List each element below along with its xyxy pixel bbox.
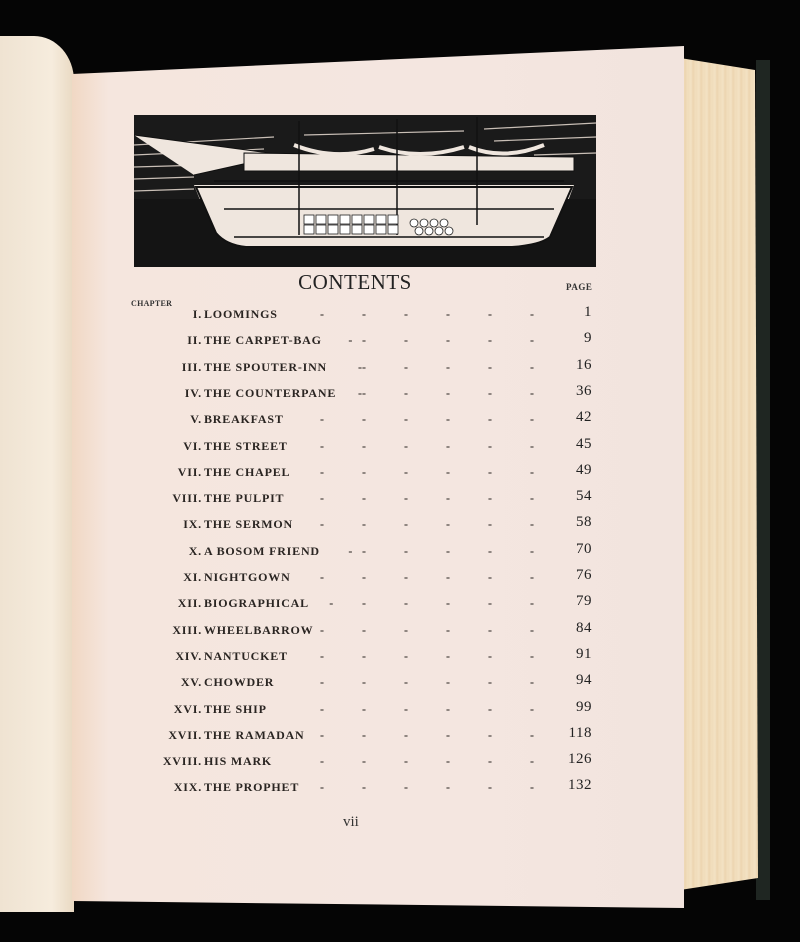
leader-dash: - [320, 701, 325, 716]
leader-dash: - [348, 333, 354, 348]
chapter-number: III. [181, 359, 202, 374]
leader-dash: - [488, 517, 493, 532]
leader-dash: - [488, 596, 493, 611]
chapter-number: XII. [177, 596, 202, 611]
leader-dash: - [446, 491, 451, 506]
chapter-title: THE SPOUTER-INN [204, 359, 328, 374]
leader-dash: - [362, 727, 367, 742]
leader-dash: - [362, 754, 367, 769]
leader-dash: - [320, 412, 325, 427]
chapter-number: VIII. [172, 491, 202, 506]
leader-dash: - [404, 543, 409, 558]
leader-dash: - [530, 675, 535, 690]
leader-dash: - [446, 675, 451, 690]
leader-dash: - [488, 570, 493, 584]
chapter-title: BREAKFAST [204, 412, 284, 427]
leader-dash: - [446, 359, 451, 374]
leader-dash: - [320, 727, 325, 742]
leader-dash: - [488, 438, 493, 453]
toc-entry [130, 567, 592, 596]
leader-dash: - [404, 307, 409, 321]
left-page [0, 36, 74, 912]
page-number: 9 [584, 330, 592, 347]
leader-dash: - [362, 596, 367, 611]
chapter-title: A BOSOM FRIEND [204, 543, 320, 558]
chapter-number: X. [188, 543, 202, 558]
leader-dash: - [488, 754, 493, 769]
leader-dash: - [446, 780, 451, 795]
ship-cross-section-icon [134, 115, 596, 267]
toc-entry [130, 777, 592, 806]
toc-entry [130, 461, 592, 491]
chapter-title: THE PULPIT [204, 491, 285, 506]
chapter-number: I. [192, 307, 202, 321]
leader-dash: - [362, 491, 367, 506]
toc-entry [130, 540, 592, 570]
page-number: 94 [576, 672, 592, 689]
leader-dash: - [446, 622, 451, 637]
toc-entry [130, 724, 592, 754]
chapter-number: II. [187, 333, 202, 348]
toc-entry [130, 645, 592, 675]
page-number: 58 [576, 514, 592, 531]
leader-dash: - [446, 517, 451, 532]
leader-dash: - [488, 675, 493, 690]
page-number: 49 [576, 461, 592, 478]
chapter-number: IX. [183, 517, 202, 532]
leader-dash: - [488, 701, 493, 716]
leader-dash: - [404, 675, 409, 690]
leader-dash: - [404, 648, 409, 663]
leader-dash: - [362, 307, 367, 321]
chapter-title: THE CARPET-BAG [204, 333, 322, 348]
chapter-column-label: CHAPTER [131, 299, 173, 308]
leader-dash: - [320, 491, 325, 506]
leader-dash: - [362, 648, 367, 663]
leader-dash: - [362, 675, 367, 690]
chapter-number: XVII. [168, 727, 202, 742]
leader-dash: - [446, 727, 451, 742]
leader-dash: - [404, 491, 409, 506]
chapter-number: XVIII. [162, 754, 202, 769]
chapter-title: THE CHAPEL [204, 464, 291, 479]
leader-dash: - [404, 385, 409, 400]
toc-entry [130, 672, 592, 701]
leader-dash: - [404, 701, 409, 716]
leader-dash: - [362, 385, 367, 400]
leader-dash: - [446, 464, 451, 479]
page-number: 70 [576, 540, 592, 557]
leader-dash: - [362, 543, 367, 558]
leader-dash: - [362, 333, 367, 348]
leader-dash: - [530, 333, 535, 348]
leader-dash: - [488, 359, 493, 374]
page-number-folio: vii [343, 814, 359, 830]
book-cover-edge [756, 60, 770, 900]
leader-dash: - [362, 570, 367, 584]
leader-dash: - [320, 570, 325, 584]
chapter-number: XIII. [172, 622, 202, 637]
leader-dash: - [530, 385, 535, 400]
chapter-title: NANTUCKET [204, 648, 288, 663]
chapter-title: NIGHTGOWN [204, 570, 291, 584]
toc-entry [130, 304, 592, 333]
leader-dash: - [488, 307, 493, 321]
chapter-number: XV. [180, 675, 202, 690]
leader-dash: - [320, 648, 325, 663]
leader-dash: - [320, 517, 325, 532]
page-number: 54 [576, 488, 592, 505]
chapter-title: THE COUNTERPANE [204, 385, 337, 400]
chapter-number: V. [190, 412, 202, 427]
chapter-number: VII. [177, 464, 202, 479]
page-number: 84 [576, 619, 592, 636]
chapter-number: XIV. [175, 648, 202, 663]
leader-dash: - [404, 570, 409, 584]
page-number: 126 [568, 751, 592, 768]
leader-dash: - [362, 464, 367, 479]
page-number: 79 [576, 593, 592, 610]
toc-entry [130, 514, 592, 543]
page-column-label: PAGE [566, 282, 593, 292]
page-number: 118 [568, 724, 592, 741]
chapter-number: XIX. [173, 780, 202, 795]
leader-dash: - [530, 780, 535, 795]
toc-entry [130, 356, 592, 386]
toc-entry [130, 382, 592, 412]
leader-dash: - [320, 622, 325, 637]
page-number: 1 [584, 304, 592, 320]
page-number: 45 [576, 435, 592, 452]
leader-dash: - [446, 307, 451, 321]
leader-dash: - [404, 517, 409, 532]
chapter-number: XVI. [173, 701, 202, 716]
leader-dash: - [446, 570, 451, 584]
leader-dash: - [362, 412, 367, 427]
toc-entry [130, 488, 592, 517]
leader-dash: - [530, 701, 535, 716]
leader-dash: - [488, 491, 493, 506]
leader-dash: - [404, 622, 409, 637]
leader-dash: - [362, 438, 367, 453]
toc-entry [130, 698, 592, 728]
chapter-title: THE SERMON [204, 517, 294, 532]
leader-dash: - [404, 464, 409, 479]
leader-dash: - [488, 543, 493, 558]
leader-dash: - [530, 648, 535, 663]
chapter-title: LOOMINGS [204, 307, 278, 321]
leader-dash: - [362, 359, 367, 374]
page-block-edges [680, 58, 758, 890]
chapter-title: CHOWDER [204, 675, 275, 690]
leader-dash: - [362, 701, 367, 716]
leader-dash: - [530, 359, 535, 374]
leader-dash: - [404, 412, 409, 427]
leader-dash: - [488, 412, 493, 427]
leader-dash: - [320, 307, 325, 321]
leader-dash: - [530, 307, 535, 321]
chapter-title: HIS MARK [204, 754, 273, 769]
leader-dash: - [530, 438, 535, 453]
leader-dash: - [320, 754, 325, 769]
leader-dash: - [446, 333, 451, 348]
leader-dash: - [320, 780, 325, 795]
leader-dash: - [320, 438, 325, 453]
leader-dash: - [530, 596, 535, 611]
leader-dash: - [446, 701, 451, 716]
leader-dash: - [404, 333, 409, 348]
leader-dash: - [362, 622, 367, 637]
leader-dash: - [446, 648, 451, 663]
leader-dash: - [530, 622, 535, 637]
page-number: 132 [568, 777, 592, 794]
leader-dash: - [362, 517, 367, 532]
leader-dash: - [488, 622, 493, 637]
toc-entry [130, 330, 592, 359]
leader-dash: - [358, 359, 363, 374]
leader-dash: - [488, 727, 493, 742]
leader-dash: - [446, 385, 451, 400]
chapter-title: THE SHIP [204, 701, 267, 716]
ship-illustration [134, 115, 596, 267]
leader-dash: - [446, 754, 451, 769]
leader-dash: - [446, 596, 451, 611]
leader-dash: - [530, 727, 535, 742]
leader-dash: - [446, 438, 451, 453]
chapter-title: THE PROPHET [204, 780, 300, 795]
page-number: 16 [576, 356, 592, 373]
toc-entry [130, 409, 592, 438]
chapter-title: THE RAMADAN [204, 727, 305, 742]
leader-dash: - [404, 780, 409, 795]
leader-dash: - [530, 464, 535, 479]
leader-dash: - [488, 780, 493, 795]
chapter-title: WHEELBARROW [204, 622, 314, 637]
leader-dash: - [446, 543, 451, 558]
leader-dash: - [530, 570, 535, 584]
leader-dash: - [404, 438, 409, 453]
leader-dash: - [488, 648, 493, 663]
leader-dash: - [320, 464, 325, 479]
leader-dash: - [358, 385, 363, 400]
leader-dash: - [488, 333, 493, 348]
leader-dash: - [404, 754, 409, 769]
chapter-title: THE STREET [204, 438, 288, 453]
toc-entry [130, 435, 592, 465]
leader-dash: - [530, 754, 535, 769]
leader-dash: - [329, 596, 334, 611]
page-number: 36 [576, 382, 592, 399]
toc-entry [130, 593, 592, 622]
chapter-title: BIOGRAPHICAL [204, 596, 309, 611]
page-number: 91 [576, 645, 592, 662]
leader-dash: - [530, 543, 535, 558]
leader-dash: - [320, 675, 325, 690]
page-number: 42 [576, 409, 592, 426]
leader-dash: - [530, 491, 535, 506]
toc-entry [130, 619, 592, 649]
leader-dash: - [530, 412, 535, 427]
chapter-number: XI. [183, 570, 202, 584]
leader-dash: - [404, 727, 409, 742]
leader-dash: - [404, 359, 409, 374]
leader-dash: - [488, 385, 493, 400]
chapter-number: IV. [184, 385, 202, 400]
page-number: 76 [576, 567, 592, 583]
leader-dash: - [488, 464, 493, 479]
chapter-number: VI. [183, 438, 202, 453]
contents-heading: CONTENTS [298, 270, 412, 294]
toc-entry [130, 751, 592, 780]
leader-dash: - [404, 596, 409, 611]
leader-dash: - [348, 543, 354, 558]
leader-dash: - [530, 517, 535, 532]
leader-dash: - [362, 780, 367, 795]
leader-dash: - [446, 412, 451, 427]
page-number: 99 [576, 698, 592, 715]
